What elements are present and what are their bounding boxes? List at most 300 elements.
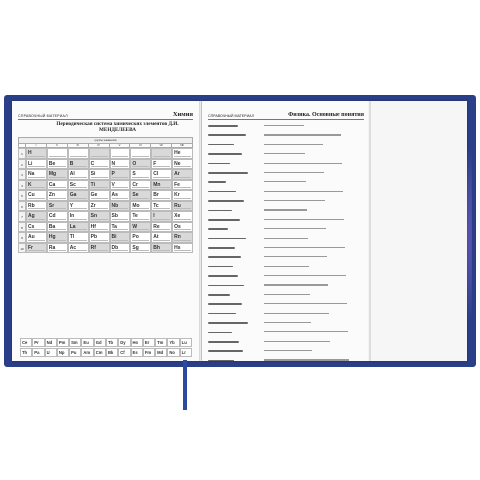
element-symbol: B	[69, 160, 74, 167]
table-row	[18, 211, 193, 222]
description-line	[264, 275, 346, 276]
element-cell	[89, 211, 110, 222]
description-line	[264, 266, 309, 267]
element-name-line	[28, 219, 45, 220]
element-cell	[172, 190, 193, 201]
element-cell	[47, 148, 68, 159]
element-name-line	[174, 229, 191, 230]
description-line	[264, 228, 326, 229]
description-line	[264, 153, 305, 154]
element-name-line	[112, 177, 129, 178]
element-name-line	[153, 177, 170, 178]
element-cell	[172, 201, 193, 212]
element-cell	[32, 338, 44, 347]
element-name-line	[28, 177, 45, 178]
formula-line	[208, 172, 248, 174]
element-symbol: Nb	[111, 202, 119, 209]
element-cell	[89, 232, 110, 243]
element-symbol: Kr	[174, 192, 180, 198]
element-cell	[130, 243, 151, 254]
element-name-line	[91, 240, 108, 241]
element-symbol: Ge	[90, 192, 98, 198]
element-symbol: Db	[111, 244, 119, 251]
element-symbol: Np	[58, 350, 65, 355]
period-number: 6	[18, 201, 26, 212]
element-cell	[26, 169, 47, 180]
element-symbol: Na	[28, 171, 35, 177]
element-name-line	[28, 156, 45, 157]
formula-line	[208, 322, 248, 324]
element-symbol: Ho	[132, 340, 139, 345]
element-symbol: Hg	[48, 234, 56, 240]
description-line	[264, 125, 304, 126]
periodic-table-title: Периодическая система химических элементов Д.И. МЕНДЕЛЕЕВА	[56, 121, 179, 133]
element-cell	[57, 348, 69, 357]
element-name-line	[70, 156, 87, 157]
element-symbol: F	[153, 160, 157, 167]
element-symbol: Tm	[157, 340, 164, 345]
element-cell	[89, 180, 110, 191]
formula-line	[208, 200, 244, 202]
element-symbol: K	[28, 181, 32, 188]
element-symbol: V	[111, 181, 115, 188]
formula-line	[208, 313, 236, 315]
element-name-line	[132, 240, 149, 241]
element-symbol: At	[153, 234, 159, 240]
element-symbol: Tb	[107, 340, 114, 345]
element-symbol: Bk	[107, 350, 114, 355]
element-name-line	[132, 250, 149, 251]
element-cell	[110, 159, 131, 170]
element-cell	[68, 169, 89, 180]
description-line	[264, 209, 307, 210]
element-name-line	[132, 219, 149, 220]
element-symbol: S	[132, 171, 136, 177]
period-number: 9	[18, 232, 26, 243]
element-cell	[151, 222, 172, 233]
table-head: группы элементов	[18, 137, 193, 144]
right-header-title: Физика. Основные понятия	[288, 112, 364, 118]
element-name-line	[153, 156, 170, 157]
description-line	[264, 247, 345, 248]
element-cell	[151, 169, 172, 180]
element-cell	[151, 201, 172, 212]
element-symbol: Fm	[144, 350, 152, 355]
element-symbol: Lu	[181, 340, 187, 345]
element-symbol: Be	[48, 160, 56, 167]
element-cell	[68, 201, 89, 212]
group-number: V	[110, 144, 131, 148]
element-symbol: Li	[28, 160, 33, 167]
element-name-line	[153, 219, 170, 220]
formula-line	[208, 247, 235, 249]
table-row	[18, 169, 193, 180]
element-cell	[26, 159, 47, 170]
element-cell	[68, 180, 89, 191]
element-symbol: Ac	[69, 244, 77, 251]
period-number: 3	[18, 169, 26, 180]
element-symbol: La	[69, 223, 76, 230]
element-cell	[89, 159, 110, 170]
element-name-line	[91, 198, 108, 199]
left-header	[18, 109, 193, 120]
element-cell	[118, 338, 130, 347]
element-name-line	[174, 198, 191, 199]
element-cell	[69, 338, 81, 347]
bookmark-ribbon	[183, 360, 187, 410]
element-name-line	[132, 229, 149, 230]
element-cell	[47, 201, 68, 212]
element-name-line	[112, 166, 129, 167]
element-cell	[26, 201, 47, 212]
element-name-line	[174, 250, 191, 251]
element-symbol: Tl	[69, 234, 75, 240]
right-header-label: СПРАВОЧНЫЙ МАТЕРИАЛ	[208, 114, 254, 118]
period-number: 8	[18, 222, 26, 233]
element-name-line	[91, 156, 108, 157]
description-line	[264, 359, 349, 360]
element-name-line	[49, 208, 66, 209]
element-name-line	[112, 198, 129, 199]
left-header-title: Химия	[172, 111, 193, 118]
formula-line	[208, 294, 230, 296]
element-cell	[94, 338, 106, 347]
element-cell	[68, 148, 89, 159]
element-cell	[151, 232, 172, 243]
period-number: 10	[18, 243, 26, 254]
element-cell	[131, 348, 143, 357]
element-name-line	[132, 177, 149, 178]
formula-line	[208, 285, 244, 287]
description-line	[264, 294, 310, 295]
element-name-line	[153, 229, 170, 230]
element-symbol: No	[169, 350, 175, 355]
element-symbol: Er	[144, 340, 150, 345]
element-symbol: Ca	[48, 181, 56, 188]
element-symbol: Rb	[28, 202, 35, 209]
element-symbol: Ne	[174, 160, 181, 167]
element-cell	[89, 201, 110, 212]
element-symbol: In	[69, 213, 75, 219]
table-row	[18, 159, 193, 170]
element-symbol: Au	[28, 234, 35, 240]
element-cell	[172, 148, 193, 159]
element-symbol: Te	[132, 213, 138, 219]
formula-line	[208, 181, 226, 183]
element-cell	[47, 180, 68, 191]
element-cell	[68, 190, 89, 201]
element-name-line	[112, 229, 129, 230]
element-cell	[130, 148, 151, 159]
element-cell	[180, 348, 192, 357]
element-cell	[69, 348, 81, 357]
right-header	[208, 109, 364, 120]
formula-line	[208, 332, 232, 334]
element-name-line	[112, 250, 129, 251]
element-cell	[68, 232, 89, 243]
left-header-label: СПРАВОЧНЫЙ МАТЕРИАЛ	[18, 114, 68, 118]
element-cell	[106, 338, 118, 347]
element-symbol: P	[111, 171, 115, 177]
element-cell	[172, 211, 193, 222]
element-cell	[47, 232, 68, 243]
description-line	[264, 350, 312, 351]
element-cell	[57, 338, 69, 347]
element-cell	[81, 348, 93, 357]
element-cell	[45, 348, 57, 357]
element-symbol: Rn	[174, 234, 181, 240]
formula-line	[208, 163, 230, 165]
element-symbol: Hs	[174, 244, 181, 251]
element-symbol: As	[111, 192, 118, 198]
element-cell	[143, 348, 155, 357]
element-symbol: Sg	[132, 244, 139, 251]
element-name-line	[28, 208, 45, 209]
element-symbol: Lr	[181, 350, 186, 355]
element-cell	[167, 338, 179, 347]
element-name-line	[112, 240, 129, 241]
element-cell	[68, 243, 89, 254]
element-cell	[26, 222, 47, 233]
element-symbol: U	[46, 350, 50, 355]
element-cell	[47, 243, 68, 254]
formula-line	[208, 341, 239, 343]
description-column	[264, 125, 364, 361]
element-symbol: Sn	[90, 213, 98, 219]
description-line	[264, 256, 327, 257]
description-line	[264, 313, 329, 314]
element-cell	[20, 348, 32, 357]
element-symbol: Eu	[83, 340, 89, 345]
element-name-line	[174, 187, 191, 188]
formula-line	[208, 350, 243, 352]
element-symbol: Xe	[174, 213, 181, 219]
element-symbol: Os	[174, 223, 181, 230]
element-symbol: Tc	[153, 202, 159, 209]
element-name-line	[174, 240, 191, 241]
element-name-line	[70, 177, 87, 178]
element-name-line	[49, 166, 66, 167]
element-symbol: Yb	[169, 340, 175, 345]
element-cell	[26, 211, 47, 222]
element-name-line	[91, 208, 108, 209]
element-cell	[131, 338, 143, 347]
element-cell	[110, 211, 131, 222]
element-name-line	[70, 229, 87, 230]
element-cell	[172, 180, 193, 191]
lanthanide-actinide-rows	[20, 338, 192, 358]
period-number: 5	[18, 190, 26, 201]
element-symbol: Pu	[71, 350, 77, 355]
element-name-line	[49, 250, 66, 251]
element-name-line	[49, 240, 66, 241]
element-cell	[26, 232, 47, 243]
formula-line	[208, 238, 246, 240]
formula-line	[208, 191, 236, 193]
element-name-line	[112, 208, 129, 209]
element-symbol: Ta	[111, 223, 117, 230]
element-symbol: Si	[90, 171, 96, 177]
element-cell	[32, 348, 44, 357]
element-symbol: Se	[132, 192, 139, 198]
element-name-line	[153, 187, 170, 188]
description-line	[264, 322, 311, 323]
table-row	[18, 190, 193, 201]
group-number: II	[47, 144, 68, 148]
element-symbol: W	[132, 223, 138, 230]
element-name-line	[132, 208, 149, 209]
element-cell	[151, 243, 172, 254]
element-cell	[130, 159, 151, 170]
element-cell	[151, 148, 172, 159]
element-symbol: Dy	[120, 340, 126, 345]
element-name-line	[49, 198, 66, 199]
element-name-line	[91, 187, 108, 188]
element-name-line	[91, 229, 108, 230]
description-line	[264, 284, 328, 285]
element-symbol: Cf	[120, 350, 125, 355]
right-page	[202, 101, 370, 361]
element-symbol: Md	[157, 350, 164, 355]
element-cell	[26, 190, 47, 201]
element-symbol: Re	[153, 223, 160, 230]
element-cell	[45, 338, 57, 347]
element-name-line	[91, 177, 108, 178]
element-name-line	[70, 240, 87, 241]
element-cell	[130, 180, 151, 191]
element-name-line	[28, 198, 45, 199]
element-name-line	[49, 229, 66, 230]
description-line	[264, 200, 325, 201]
element-symbol: Y	[69, 202, 74, 209]
element-cell	[47, 222, 68, 233]
element-symbol: Sb	[111, 213, 118, 219]
element-symbol: Ag	[28, 213, 35, 219]
formula-line	[208, 210, 232, 212]
blank-page	[370, 101, 467, 361]
group-number: VIII	[172, 144, 193, 148]
periodic-table	[18, 137, 193, 253]
element-name-line	[153, 240, 170, 241]
element-name-line	[49, 156, 66, 157]
description-line	[264, 144, 323, 145]
table-row	[18, 243, 193, 254]
element-cell	[110, 148, 131, 159]
element-name-line	[132, 198, 149, 199]
element-name-line	[112, 187, 129, 188]
description-line	[264, 341, 330, 342]
element-cell	[130, 232, 151, 243]
formula-line	[208, 125, 238, 127]
element-symbol: Cm	[95, 350, 103, 355]
element-cell	[110, 190, 131, 201]
element-cell	[110, 180, 131, 191]
element-cell	[143, 338, 155, 347]
element-name-line	[70, 208, 87, 209]
element-cell	[110, 201, 131, 212]
element-name-line	[132, 156, 149, 157]
element-symbol: Es	[132, 350, 138, 355]
element-cell	[172, 159, 193, 170]
element-symbol: C	[90, 160, 95, 167]
element-name-line	[112, 156, 129, 157]
formula-line	[208, 256, 241, 258]
element-symbol: Mo	[132, 202, 140, 209]
table-row	[18, 148, 193, 159]
table-row	[18, 232, 193, 243]
element-name-line	[28, 240, 45, 241]
table-row	[18, 222, 193, 233]
element-cell	[89, 169, 110, 180]
element-name-line	[28, 166, 45, 167]
element-symbol: Pm	[58, 340, 66, 345]
element-name-line	[70, 198, 87, 199]
element-name-line	[91, 219, 108, 220]
element-symbol: Rf	[90, 244, 96, 251]
element-cell	[47, 211, 68, 222]
element-cell	[172, 243, 193, 254]
element-name-line	[70, 187, 87, 188]
formula-line	[208, 303, 242, 305]
element-symbol: Po	[132, 234, 139, 240]
element-cell	[26, 180, 47, 191]
element-symbol: Cd	[48, 213, 56, 219]
element-name-line	[49, 187, 66, 188]
element-name-line	[28, 250, 45, 251]
element-cell	[89, 190, 110, 201]
element-cell	[106, 348, 118, 357]
element-cell	[130, 222, 151, 233]
element-cell	[110, 222, 131, 233]
element-symbol: Sc	[69, 181, 76, 188]
element-cell	[151, 180, 172, 191]
description-line	[264, 163, 342, 164]
element-cell	[68, 159, 89, 170]
element-cell	[110, 169, 131, 180]
description-line	[264, 191, 343, 192]
element-name-line	[132, 166, 149, 167]
element-cell	[68, 222, 89, 233]
element-name-line	[174, 156, 191, 157]
element-cell	[151, 211, 172, 222]
formula-line	[208, 266, 233, 268]
element-cell	[130, 190, 151, 201]
left-page	[12, 101, 199, 361]
element-symbol: Pa	[34, 350, 40, 355]
element-symbol: Ti	[90, 181, 95, 188]
element-symbol: N	[111, 160, 116, 167]
element-symbol: Sr	[48, 202, 55, 209]
formula-line	[208, 134, 246, 136]
element-name-line	[70, 250, 87, 251]
formula-line	[208, 144, 234, 146]
element-name-line	[153, 166, 170, 167]
element-symbol: Gd	[95, 340, 102, 345]
element-symbol: Cl	[153, 171, 159, 177]
description-line	[264, 134, 341, 135]
element-name-line	[91, 250, 108, 251]
description-line	[264, 219, 344, 220]
description-line	[264, 331, 348, 332]
element-name-line	[174, 208, 191, 209]
element-name-line	[49, 219, 66, 220]
element-symbol: Sm	[71, 340, 78, 345]
element-name-line	[91, 166, 108, 167]
f-block-row	[20, 348, 192, 357]
element-symbol: He	[174, 150, 181, 156]
element-symbol: Fe	[174, 181, 180, 188]
element-symbol: Cs	[28, 223, 35, 230]
